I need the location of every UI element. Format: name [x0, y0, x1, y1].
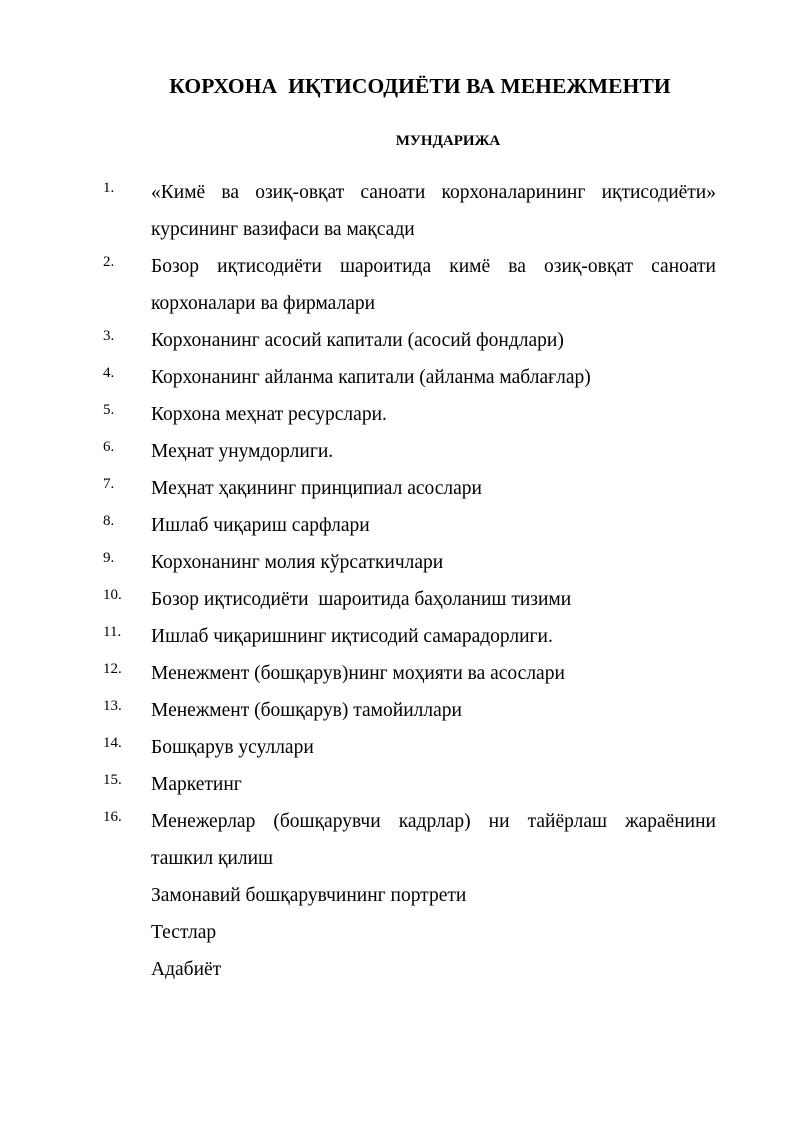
toc-item-text: Ишлаб чиқаришнинг иқтисодий самарадорлиги.	[151, 626, 553, 647]
toc-item-number: 8.	[103, 513, 115, 529]
toc-item-11	[103, 618, 716, 655]
toc-item-1	[103, 174, 721, 248]
toc-item-text: Меҳнат унумдорлиги.	[151, 441, 334, 462]
toc-item-text: Меҳнат ҳақининг принципиал асослари	[151, 478, 482, 499]
toc-item-number: 7.	[103, 476, 115, 492]
toc-item-16	[103, 803, 721, 877]
toc-item-6	[103, 433, 716, 470]
toc-extra-item-portrait	[103, 877, 716, 914]
toc-item-text: Ишлаб чиқариш сарфлари	[151, 515, 370, 536]
toc-item-12	[103, 655, 716, 692]
document-title: КОРХОНА ИҚТИСОДИЁТИ ВА МЕНЕЖМЕНТИ	[169, 74, 671, 98]
toc-item-7	[103, 470, 716, 507]
toc-extra-item-tests	[103, 914, 716, 951]
toc-item-number: 14.	[103, 735, 122, 751]
toc-item-8	[103, 507, 716, 544]
toc-item-text: Замонавий бошқарувчининг портрети	[151, 885, 467, 906]
toc-item-10	[103, 581, 716, 618]
toc-item-14	[103, 729, 716, 766]
toc-item-text: Адабиёт	[151, 959, 222, 980]
toc-item-text: Менежмент (бошқарув)нинг моҳияти ва асослари	[151, 663, 565, 684]
toc-item-text: Бозор иқтисодиёти шароитида баҳоланиш тизими	[151, 589, 572, 610]
toc-item-text: Корхонанинг молия кўрсаткичлари	[151, 552, 444, 573]
toc-item-15	[103, 766, 716, 803]
toc-item-number: 3.	[103, 328, 115, 344]
toc-item-text: Бошқарув усуллари	[151, 737, 314, 758]
toc-item-text: Менежерлар (бошқарувчи кадрлар) ни тайёрлаш жараёнини ташкил қилиш	[151, 811, 721, 869]
toc-item-number: 11.	[103, 624, 122, 640]
toc-item-5	[103, 396, 716, 433]
toc-item-text: «Кимё ва озиқ-овқат саноати корхоналарининг иқтисодиёти» курсининг вазифаси ва мақсади	[151, 182, 721, 240]
toc-item-number: 12.	[103, 661, 122, 677]
toc-item-text: Менежмент (бошқарув) тамойиллари	[151, 700, 462, 721]
toc-item-number: 15.	[103, 772, 122, 788]
toc-item-text: Бозор иқтисодиёти шароитида кимё ва озиқ-овқат саноати корхоналари ва фирмалари	[151, 256, 721, 314]
toc-extra-item-literature	[103, 951, 716, 988]
toc-item-3	[103, 322, 716, 359]
toc-heading: МУНДАРИЖА	[395, 133, 501, 149]
toc-item-text: Маркетинг	[151, 774, 242, 795]
toc-item-13	[103, 692, 716, 729]
toc-item-4	[103, 359, 716, 396]
toc-item-number: 1.	[103, 180, 115, 196]
toc-item-number: 4.	[103, 365, 115, 381]
toc-item-text: Корхонанинг асосий капитали (асосий фондлари)	[151, 330, 564, 351]
toc-item-number: 16.	[103, 809, 122, 825]
toc-item-number: 5.	[103, 402, 115, 418]
toc-item-number: 9.	[103, 550, 115, 566]
toc-item-number: 2.	[103, 254, 115, 270]
table-of-contents	[103, 174, 721, 988]
toc-item-number: 10.	[103, 587, 122, 603]
toc-item-9	[103, 544, 716, 581]
toc-item-number: 13.	[103, 698, 122, 714]
toc-item-text: Корхона меҳнат ресурслари.	[151, 404, 387, 425]
toc-item-text: Тестлар	[151, 922, 217, 943]
toc-item-text: Корхонанинг айланма капитали (айланма маблағлар)	[151, 367, 591, 388]
toc-item-number: 6.	[103, 439, 115, 455]
toc-item-2	[103, 248, 721, 322]
